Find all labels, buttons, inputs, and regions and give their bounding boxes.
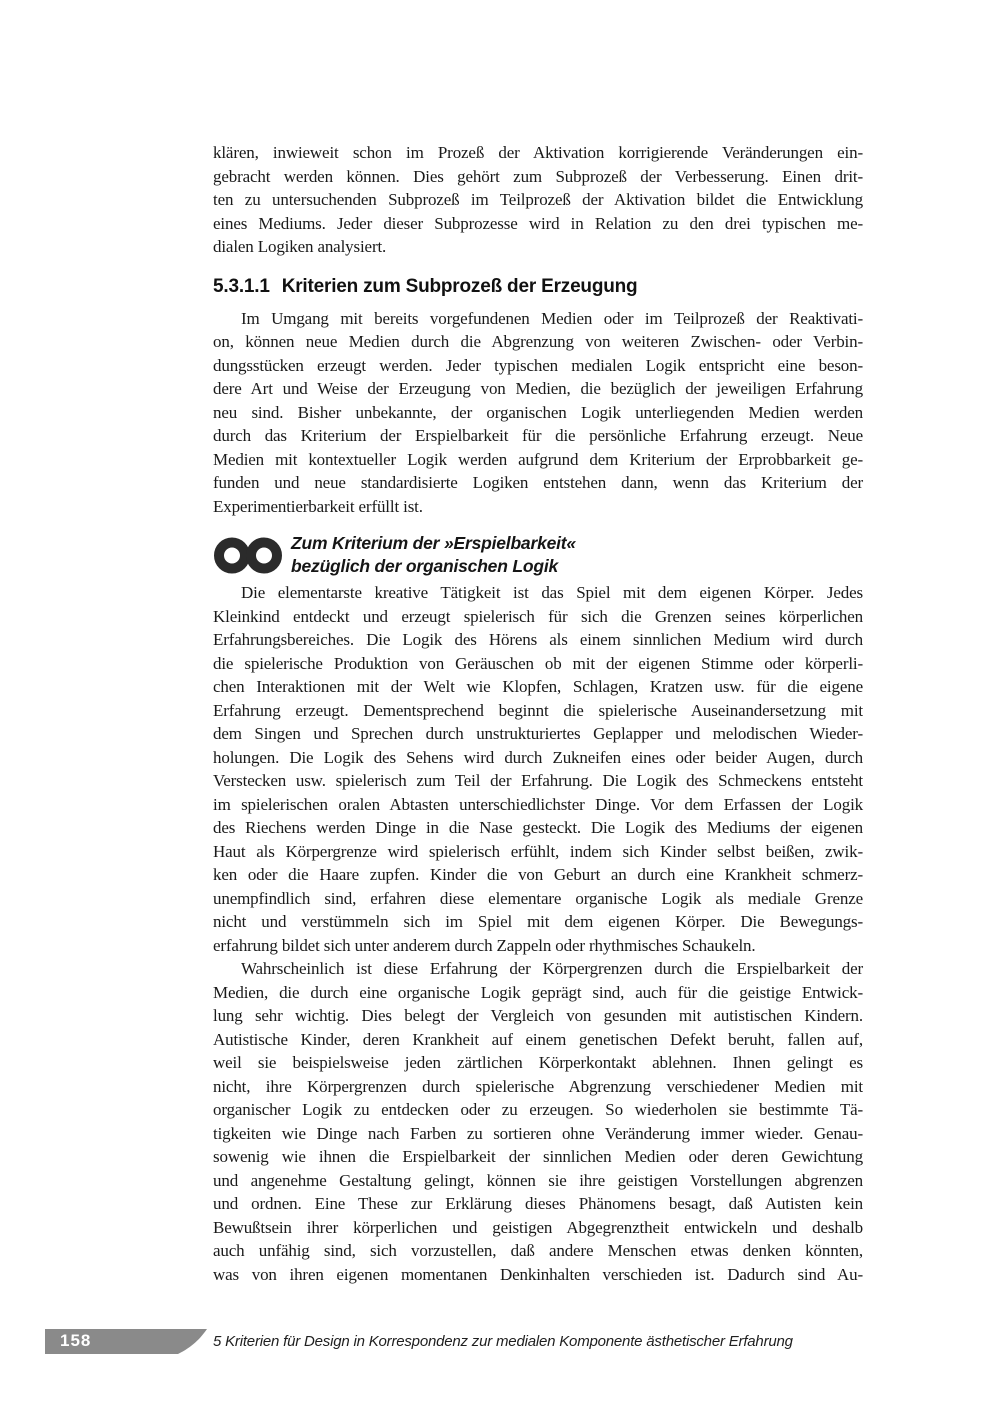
text-line: Im Umgang mit bereits vorgefundenen Medien oder im Teilprozeß der Reaktivati- bbox=[241, 308, 863, 328]
text-line: klären, inwieweit schon im Prozeß der Aktivation korrigierende Veränderungen ein- bbox=[213, 143, 863, 162]
text-line: was von ihren eigenen momentanen Denkinhalten verschieden ist. Dadurch sind Au- bbox=[213, 1264, 863, 1284]
paragraph bbox=[213, 307, 863, 519]
text-line: Autistische Kinder, deren Krankheit auf einem genetischen Defekt beruht, fallen auf, bbox=[213, 1029, 863, 1049]
section-heading bbox=[213, 275, 863, 299]
text-line: Verstecken usw. spielerisch zum Teil der Erfahrung. Die Logik des Schmeckens entsteht bbox=[213, 771, 863, 790]
criterion-heading bbox=[213, 532, 863, 578]
text-line: gebracht werden können. Dies gehört zum Subprozeß der Verbesserung. Einen drit- bbox=[213, 166, 863, 186]
text-line: Erfahrungsbereiches. Die Logik des Hörens als einem sinnlichen Medium wird durch bbox=[213, 630, 863, 649]
criterion-title-line: bezüglich der organischen Logik bbox=[291, 556, 559, 576]
text-line: Haut als Körpergrenze wird spielerisch erfühlt, indem sich Kinder selbst beißen, zwik- bbox=[213, 841, 863, 861]
text-line: tigkeiten wie Dinge nach Farben zu sortieren ohne Veränderung immer wieder. Genau- bbox=[213, 1123, 863, 1143]
text-line: eines Mediums. Jeder dieser Subprozesse wird in Relation zu den drei typischen me- bbox=[213, 213, 863, 233]
text-line: die spielerische Produktion von Geräuschen ob mit der eigenen Stimme oder körperli- bbox=[213, 653, 863, 673]
text-line: Die elementarste kreative Tätigkeit ist das Spiel mit dem eigenen Körper. Jedes bbox=[241, 583, 863, 602]
text-line: erfahrung bildet sich unter anderem durch Zappeln oder rhythmisches Schaukeln. bbox=[213, 935, 756, 955]
text-line: dungsstücken erzeugt werden. Jeder typischen medialen Logik entspricht eine beson- bbox=[213, 355, 863, 375]
running-title: 5 Kriterien für Design in Korrespondenz zur medialen Komponente ästhetischer Erfahrung bbox=[213, 1333, 793, 1350]
text-line: Erfahrung erzeugt. Dementsprechend beginnt die spielerische Auseinandersetzung mit bbox=[213, 700, 863, 720]
text-line: Bewußtsein ihrer körperlichen und geistigen Abgegrenztheit entwickeln und deshalb bbox=[213, 1217, 863, 1237]
text-line: des Riechens werden Dinge in die Nase gesteckt. Die Logik des Mediums der eigenen bbox=[213, 818, 863, 837]
text-line: dere Art und Weise der Erzeugung von Medien, die bezüglich der jeweiligen Erfahrung bbox=[213, 379, 863, 398]
paragraph bbox=[213, 141, 863, 259]
text-line: funden und neue standardisierte Logiken entstehen dann, wenn das Kriterium der bbox=[213, 473, 863, 492]
text-line: ten zu untersuchenden Subprozeß im Teilprozeß der Aktivation bildet die Entwicklung bbox=[213, 190, 863, 209]
text-line: ken oder die Haare zupfen. Kinder die von Geburt an durch eine Krankheit schmerz- bbox=[213, 865, 863, 884]
paragraph bbox=[213, 581, 863, 957]
text-line: nicht, ihre Körpergrenzen durch spielerische Abgrenzung verschiedener Medien mit bbox=[213, 1076, 863, 1096]
text-line: durch das Kriterium der Erspielbarkeit für die persönliche Erfahrung erzeugt. Neue bbox=[213, 426, 863, 445]
text-line: sowenig wie ihnen die Erspielbarkeit der sinnlichen Medien oder deren Gewichtung bbox=[213, 1147, 863, 1166]
text-line: unempfindlich sind, erfahren diese elementare organische Logik als mediale Grenze bbox=[213, 888, 863, 908]
text-line: on, können neue Medien durch die Abgrenzung von weiteren Zwischen- oder Verbin- bbox=[213, 332, 863, 351]
criterion-title bbox=[291, 532, 576, 578]
text-line: dialen Logiken analysiert. bbox=[213, 237, 387, 256]
section-title: Kriterien zum Subprozeß der Erzeugung bbox=[281, 275, 638, 297]
text-line: Kleinkind entdeckt und erzeugt spielerisch für sich die Grenzen seines körperlichen bbox=[213, 606, 863, 626]
paragraph bbox=[213, 957, 863, 1286]
text-line: nicht und verstümmeln sich im Spiel mit dem eigenen Körper. Die Bewegungs- bbox=[213, 912, 863, 931]
text-line: holungen. Die Logik des Sehens wird durch Zukneifen eines oder beider Augen, durch bbox=[213, 747, 863, 767]
text-column bbox=[213, 141, 863, 1286]
text-line: Medien, die durch eine organische Logik geprägt sind, auch für die geistige Entwick- bbox=[213, 982, 863, 1002]
text-line: weil sie beispielsweise jeden zärtlichen Körperkontakt ablehnen. Ihnen gelingt es bbox=[213, 1053, 863, 1072]
text-line: auch unfähig sind, sich vorzustellen, daß andere Menschen etwas denken könnten, bbox=[213, 1241, 863, 1260]
text-line: neu sind. Bisher unbekannte, der organischen Logik unterliegenden Medien werden bbox=[213, 402, 863, 422]
page-number-tab bbox=[45, 1329, 208, 1355]
text-line: im spielerischen oralen Abtasten unterschiedlichster Dinge. Vor dem Erfassen der Logik bbox=[213, 794, 863, 814]
criterion-title-line: Zum Kriterium der »Erspielbarkeit« bbox=[291, 533, 576, 553]
section-number: 5.3.1.1 bbox=[213, 275, 270, 297]
text-line: Wahrscheinlich ist diese Erfahrung der Körpergrenzen durch die Erspielbarkeit der bbox=[241, 959, 863, 978]
text-line: chen Interaktionen mit der Welt wie Klopfen, Schlagen, Kratzen usw. für die eigene bbox=[213, 677, 863, 696]
text-line: dem Singen und Sprechen durch unstrukturiertes Geplapper und melodischen Wieder- bbox=[213, 724, 863, 743]
text-line: organischer Logik zu entdecken oder zu erzeugen. So wiederholen sie bestimmte Tä- bbox=[213, 1100, 863, 1119]
infinity-icon bbox=[213, 537, 283, 574]
text-line: Medien mit kontextueller Logik werden aufgrund dem Kriterium der Erprobbarkeit ge- bbox=[213, 449, 863, 469]
page-number: 158 bbox=[60, 1331, 92, 1350]
text-line: Experimentierbarkeit erfüllt ist. bbox=[213, 496, 423, 516]
text-line: lung sehr wichtig. Dies belegt der Vergleich von gesunden mit autistischen Kindern. bbox=[213, 1006, 863, 1025]
text-line: und angenehme Gestaltung gelingt, können sie ihre geistigen Vorstellungen abgrenzen bbox=[213, 1170, 863, 1190]
text-line: und ordnen. Eine These zur Erklärung dieses Phänomens besagt, daß Autisten kein bbox=[213, 1194, 863, 1213]
